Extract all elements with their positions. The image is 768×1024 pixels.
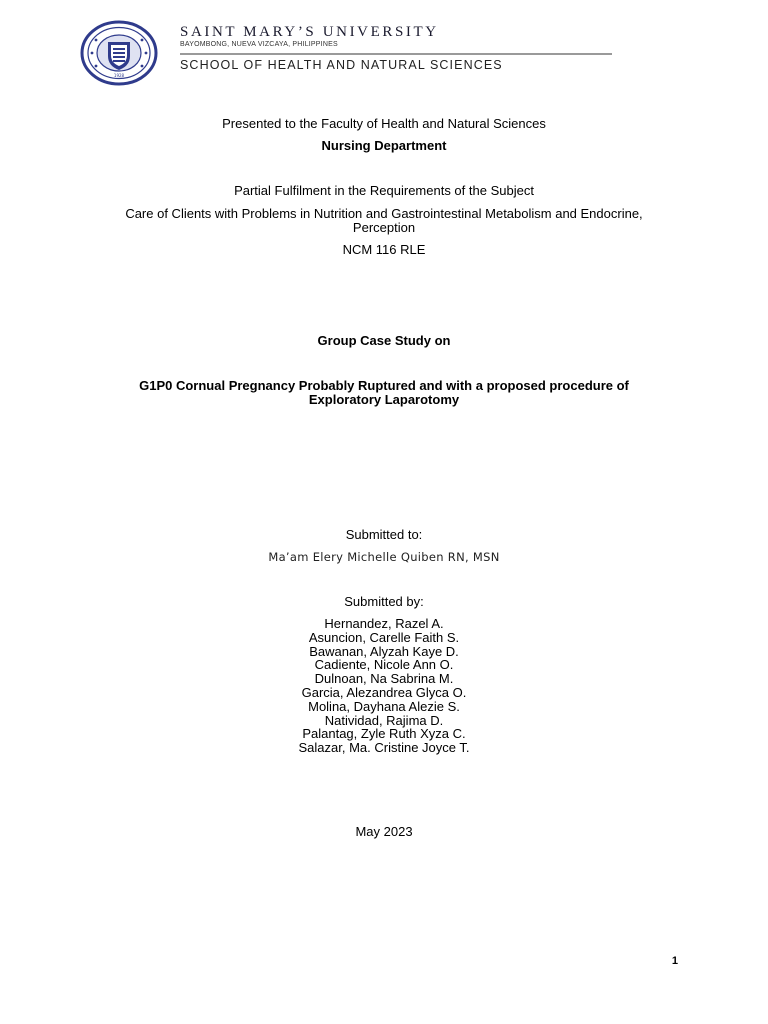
header-divider (180, 53, 612, 55)
submission-date: May 2023 (355, 824, 413, 839)
member-name: Salazar, Ma. Cristine Joyce T. (298, 740, 470, 756)
fulfilment-line: Partial Fulfilment in the Requirements of the Subject (234, 183, 534, 198)
university-address: BAYOMBONG, NUEVA VIZCAYA, PHILIPPINES (180, 41, 338, 48)
presented-to-line: Presented to the Faculty of Health and Natural Sciences (222, 116, 546, 131)
member-name: Natividad, Rajima D. (324, 712, 444, 728)
member-name: Hernandez, Razel A. (324, 616, 444, 631)
member-list (0, 617, 768, 755)
department-line: Nursing Department (321, 138, 447, 153)
university-name: SAINT MARY’S UNIVERSITY (180, 24, 439, 40)
member-name: Cadiente, Nicole Ann O. (314, 657, 454, 673)
case-study-title-line-2: Exploratory Laparotomy (308, 392, 460, 407)
adviser-name: Ma’am Elery Michelle Quiben RN, MSN (268, 550, 500, 564)
case-study-heading: Group Case Study on (317, 333, 451, 348)
seal-year: 1928 (113, 73, 125, 78)
subject-title-line-1: Care of Clients with Problems in Nutrition and Gastrointestinal Metabolism and Endocrine, (125, 206, 643, 221)
school-name: SCHOOL OF HEALTH AND NATURAL SCIENCES (180, 58, 503, 72)
member-name: Garcia, Alezandrea Glyca O. (301, 684, 467, 700)
submitted-by-label: Submitted by: (344, 594, 424, 609)
university-seal-icon (80, 20, 158, 86)
case-study-title-line-1: G1P0 Cornual Pregnancy Probably Ruptured and with a proposed procedure of (139, 378, 629, 393)
member-name: Molina, Dayhana Alezie S. (308, 698, 460, 714)
member-name: Asuncion, Carelle Faith S. (308, 629, 460, 645)
subject-code: NCM 116 RLE (342, 242, 426, 257)
subject-title-line-2: Perception (352, 220, 416, 235)
member-name: Bawanan, Alyzah Kaye D. (309, 643, 459, 659)
member-name: Dulnoan, Na Sabrina M. (314, 671, 454, 687)
member-name: Palantag, Zyle Ruth Xyza C. (302, 726, 466, 742)
page-number: 1 (671, 955, 678, 967)
submitted-to-label: Submitted to: (345, 527, 423, 542)
letterhead (80, 20, 620, 86)
